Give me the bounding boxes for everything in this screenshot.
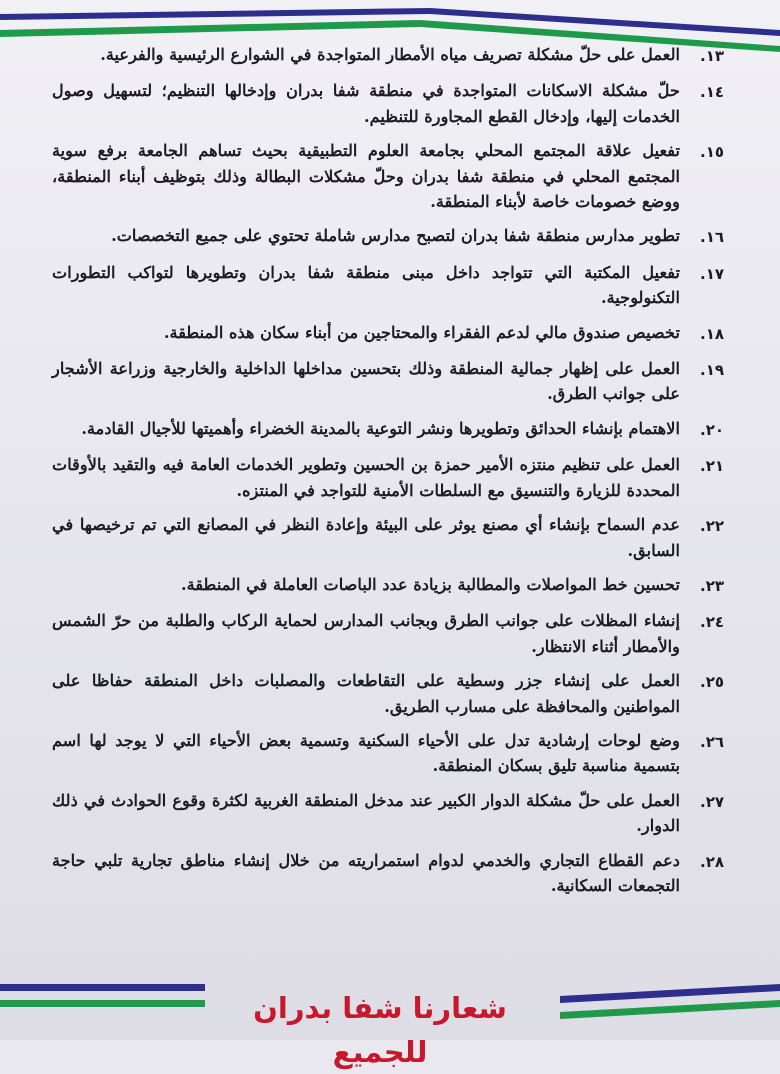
footer-left-green-stripe bbox=[0, 1000, 205, 1007]
list-item bbox=[52, 78, 724, 129]
item-number: ١٧. bbox=[699, 264, 724, 283]
item-number: ٢٠. bbox=[699, 420, 724, 439]
footer-right-green-stripe bbox=[560, 1000, 780, 1019]
demands-list bbox=[52, 42, 724, 907]
list-item bbox=[52, 608, 724, 659]
item-number: ١٦. bbox=[699, 228, 724, 247]
item-text: تفعيل المكتبة التي تتواجد داخل مبنى منطقة شفا بدران وتطويرها لتواكب التطورات التكنولوجية. bbox=[52, 262, 680, 308]
list-item bbox=[52, 42, 724, 69]
list-item bbox=[52, 416, 724, 443]
item-text: العمل على إظهار جمالية المنطقة وذلك بتحسين مداخلها الداخلية والخارجية وزراعة الأشجار على جوانب الطرق. bbox=[52, 359, 680, 404]
item-text: العمل على حلّ مشكلة الدوار الكبير عند مدخل المنطقة الغربية لكثرة وقوع الحوادث في ذلك الدوار. bbox=[52, 790, 680, 836]
item-number: ١٨. bbox=[699, 324, 724, 343]
item-text: الاهتمام بإنشاء الحدائق وتطويرها ونشر التوعية بالمدينة الخضراء وأهميتها للأجيال القادمة. bbox=[81, 418, 680, 438]
item-number: ٢٤. bbox=[699, 613, 724, 632]
item-text: تفعيل علاقة المجتمع المحلي بجامعة العلوم التطبيقية بحيث تساهم الجامعة برفع سوية المجتمع المحلي في منطقة شفا بدران وحلّ مشكلات البطالة وذلك بتوظيف أبناء المنطقة، ووضع خصومات خاصة لأبناء المنطقة. bbox=[52, 141, 680, 212]
item-text: حلّ مشكلة الاسكانات المتواجدة في منطقة شفا بدران وإدخالها التنظيم؛ لتسهيل وصول الخدمات إليها، وإدخال القطع المجاورة للتنظيم. bbox=[52, 81, 680, 126]
item-text: عدم السماح بإنشاء أي مصنع يوثر على البيئة وإعادة النظر في المصانع التي تم ترخيصها في السابق. bbox=[52, 515, 680, 560]
item-number: ٢٦. bbox=[699, 732, 724, 751]
item-text: تحسين خط المواصلات والمطالبة بزيادة عدد الباصات العاملة في المنطقة. bbox=[181, 574, 680, 594]
list-item bbox=[52, 668, 724, 719]
list-item bbox=[52, 356, 724, 407]
footer-left-blue-stripe bbox=[0, 984, 205, 991]
footer-right-blue-stripe bbox=[560, 984, 780, 1003]
list-item bbox=[52, 320, 724, 347]
item-number: ٢٢. bbox=[699, 517, 724, 536]
item-number: ٢١. bbox=[699, 457, 724, 476]
list-item bbox=[52, 728, 724, 779]
item-text: تطوير مدارس منطقة شفا بدران لتصبح مدارس شاملة تحتوي على جميع التخصصات. bbox=[111, 226, 680, 246]
list-item bbox=[52, 452, 724, 503]
list-item bbox=[52, 223, 724, 250]
item-text: إنشاء المظلات على جوانب الطرق وبجانب المدارس لحماية الركاب والطلبة من حرّ الشمس والأمطار أثناء الانتظار. bbox=[52, 611, 680, 656]
item-text: دعم القطاع التجاري والخدمي لدوام استمراريته من خلال إنشاء مناطق تجارية تلبي حاجة التجمعات السكانية. bbox=[52, 850, 680, 895]
item-number: ٢٣. bbox=[699, 576, 724, 595]
list-item bbox=[52, 138, 724, 214]
item-number: ٢٧. bbox=[699, 792, 724, 811]
list-item bbox=[52, 260, 724, 311]
item-text: العمل على إنشاء جزر وسطية على التقاطعات والمصلبات داخل المنطقة حفاظا على المواطنين والمحافظة على مسارب الطريق. bbox=[52, 671, 680, 716]
item-number: ٢٥. bbox=[699, 673, 724, 692]
footer-slogan: شعارنا شفا بدران للجميع bbox=[253, 991, 507, 1069]
item-text: العمل على حلّ مشكلة تصريف مياه الأمطار المتواجدة في الشوارع الرئيسية والفرعية. bbox=[100, 45, 680, 64]
list-item bbox=[52, 572, 724, 599]
item-number: ١٩. bbox=[699, 361, 724, 380]
item-text: العمل على تنظيم منتزه الأمير حمزة بن الحسين وتطوير الخدمات العامة فيه والتقيد بالأوقات المحددة للزيارة والتنسيق مع السلطات الأمنية للتواجد في المنتزه. bbox=[52, 455, 680, 500]
item-text: تخصيص صندوق مالي لدعم الفقراء والمحتاجين من أبناء سكان هذه المنطقة. bbox=[163, 322, 680, 342]
list-item bbox=[52, 512, 724, 563]
item-text: وضع لوحات إرشادية تدل على الأحياء السكنية وتسمية بعض الأحياء التي لا يوجد لها اسم بتسمية مناسبة تليق بسكان المنطقة. bbox=[52, 730, 680, 776]
item-number: ١٥. bbox=[699, 143, 724, 162]
list-item bbox=[52, 848, 724, 899]
item-number: ١٤. bbox=[699, 83, 724, 102]
item-number: ٢٨. bbox=[699, 852, 724, 871]
item-number: ١٣. bbox=[699, 47, 724, 65]
list-item bbox=[52, 788, 724, 839]
